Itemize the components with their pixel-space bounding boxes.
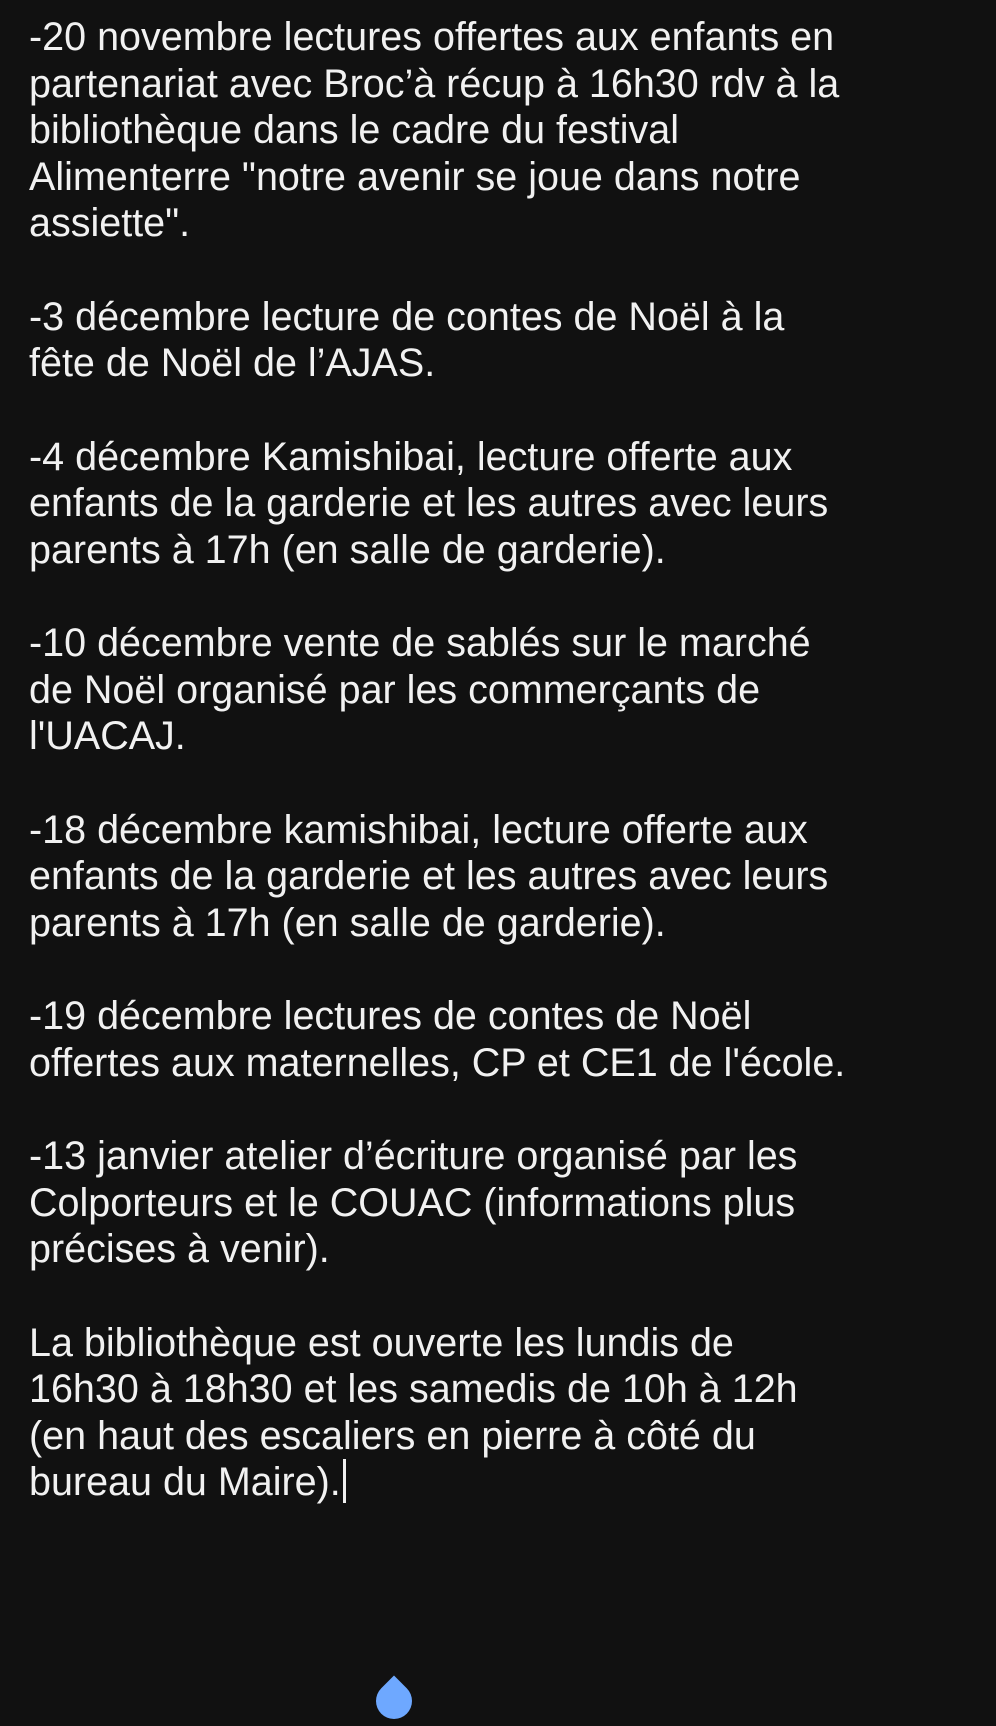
event-paragraph-dec-18[interactable]: -18 décembre kamishibai, lecture offerte aux enfants de la garderie et les autres avec leurs parents à 17h (en salle de garderie). [29, 807, 829, 945]
event-paragraph-dec-10[interactable]: -10 décembre vente de sablés sur le marché de Noël organisé par les commerçants de l'UACAJ. [29, 621, 811, 758]
event-paragraph-dec-19[interactable]: -19 décembre lectures de contes de Noël offertes aux maternelles, CP et CE1 de l'école. [29, 994, 846, 1085]
library-hours-paragraph[interactable] [29, 1320, 984, 1506]
text-cursor [343, 1459, 346, 1503]
event-paragraph-jan-13[interactable]: -13 janvier atelier d’écriture organisé par les Colporteurs et le COUAC (informations plus précises à venir). [29, 1134, 798, 1271]
event-paragraph-dec-3[interactable]: -3 décembre lecture de contes de Noël à la fête de Noël de l’AJAS. [29, 294, 785, 385]
event-paragraph-dec-4[interactable]: -4 décembre Kamishibai, lecture offerte aux enfants de la garderie et les autres avec leurs parents à 17h (en salle de garderie). [29, 434, 829, 572]
selection-handle-icon[interactable] [369, 1676, 420, 1726]
library-hours-text[interactable]: La bibliothèque est ouverte les lundis de 16h30 à 18h30 et les samedis de 10h à 12h (en haut des escaliers en pierre à côté du bureau du Maire). [29, 1320, 798, 1504]
note-editor[interactable] [29, 14, 984, 1506]
event-paragraph-nov-20[interactable]: -20 novembre lectures offertes aux enfants en partenariat avec Broc’à récup à 16h30 rdv à la bibliothèque dans le cadre du festival Alimenterre "notre avenir se joue dans notre assiette". [29, 15, 840, 245]
